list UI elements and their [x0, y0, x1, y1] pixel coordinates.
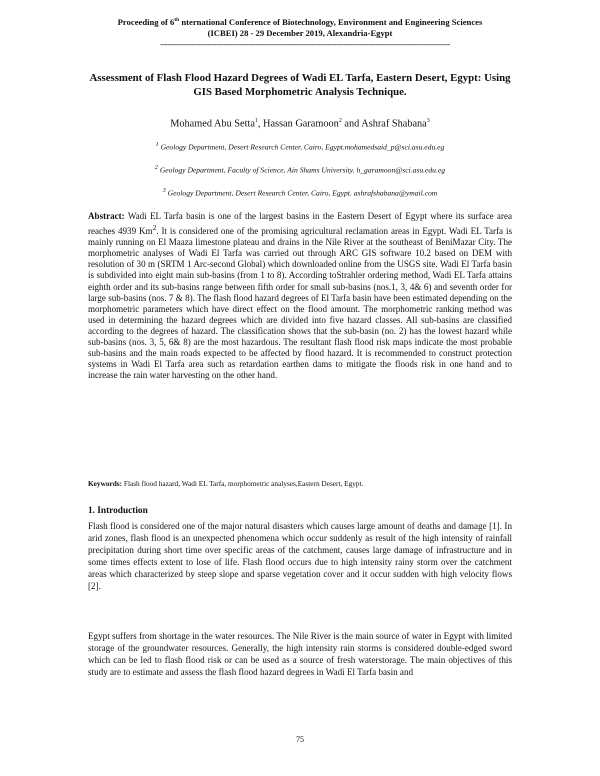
section-heading-introduction: 1. Introduction: [88, 506, 148, 516]
author-2: , Hassan Garamoon: [257, 118, 339, 130]
paragraph: Flash flood is considered one of the major natural disasters which causes large amount of deaths and damage [1]. In arid zones, flash flood is an unexpected phenomena which occur suddenly as result of the high intensity of rainfall precipitation during short time over specific areas of the catchment, causes large damage of infrastructure and in some times effects extent to lose of life. Flash flood occurs due to high intensity rainy storm over the catchment areas which characterized by steep slope and sparse vegetation cover and it occur sudden with high velocity flows [2].: [88, 521, 512, 592]
header-line-1: Proceeding of 6th nternational Conference of Biotechnology, Environment and Engineering Sciences: [117, 16, 483, 27]
author-list: Mohamed Abu Setta$^1$, Hassan Garamoon$^2$ and Ashraf Shabana$^3$: [170, 118, 430, 130]
author-1: Mohamed Abu Setta: [170, 118, 255, 130]
affiliation-3: $^3$ Geology Department, Desert Research Center, Cairo, Egypt. ashrafshabana@ymail.com: [162, 188, 438, 198]
header-divider: --------------------------------------------------------------------------------------------------------------------------------: [160, 40, 450, 49]
keywords-label: Keywords:: [88, 479, 123, 488]
keywords: Keywords: Flash flood hazard, Wadi EL Tarfa, morphometric analyses,Eastern Desert, Egypt.: [88, 479, 364, 488]
paper-title: Assessment of Flash Flood Hazard Degrees of Wadi EL Tarfa, Eastern Desert, Egypt: Using GIS Based Morphometric Analysis Technique.: [89, 72, 511, 98]
conference-header: [80, 15, 520, 40]
header-line-2: (ICBEI) 28 - 29 December 2019, Alexandria-Egypt: [207, 28, 393, 39]
page-number: 75: [296, 735, 304, 744]
affiliation-1: $^1$ Geology Department, Desert Research Center, Cairo, Egypt.mohamedsaid_p@sci.asu.edu.eg: [155, 142, 445, 152]
author-3: and Ashraf Shabana: [341, 118, 427, 130]
affiliation-2: $^2$ Geology Department, Faculty of Science, Ain Shams University. h_garamoon@sci.asu.edu.eg: [154, 165, 446, 175]
abstract: Abstract: Wadi EL Tarfa basin is one of the largest basins in the Eastern Desert of Egypt where its surface area reaches 4939 Km$^2$. It is considered one of the promising agricultural reclamation areas in Egypt. Wadi EL Tarfa is mainly running on El Maaza limestone plateau and drains in the Nile River at the southeast of BeniMazar City. The morphometric analyses of Wadi El Tarfa was carried out through ARC GIS software 10.2 based on DEM with resolution of 30 m (SRTM 1 Arc-second Global) which downloaded online from the USGS site. Wadi El Tarfa basin is subdivided into eight main sub-basins (from 1 to 8). According toStrahler ordering method, Wadi EL Tarfa attains eighth order and its sub-basins range between fifth order for small sub-basins (nos.1, 3, 4& 6) and seventh order for large sub-basins (nos. 7 & 8). The flash flood hazard degrees of El Tarfa basin have been estimated depending on the morphometric parameters which have direct effect on the flood amount. The morphometric ranking method was used in determining the hazard degrees which are divided into five hazard classes. All sub-basins are classified according to the degrees of hazard. The classification shows that the sub-basin (no. 2) has the lowest hazard while sub-basins (nos. 3, 5, 6& 8) are the most hazardous. The resultant flash flood risk maps indicate the most probable sub-basins and the main roads expected to be affected by flood hazard. It is recommended to construct protection systems in Wadi El Tarfa area such as retardation earthen dams to mitigate the floods risk in one hand and to increase the rain water harvesting on the other hand.: [88, 211, 512, 381]
abstract-label: Abstract:: [88, 211, 125, 221]
paragraph: Egypt suffers from shortage in the water resources. The Nile River is the main source of water in Egypt with limited storage of the groundwater resources. Generally, the high intensity rain storms is considered double-edged sword which can be led to flash flood risk or can be used as a source of fresh waterstorage. The main objectives of this study are to estimate and assess the flash flood hazard degrees in Wadi El Tarfa basin and: [88, 631, 512, 678]
